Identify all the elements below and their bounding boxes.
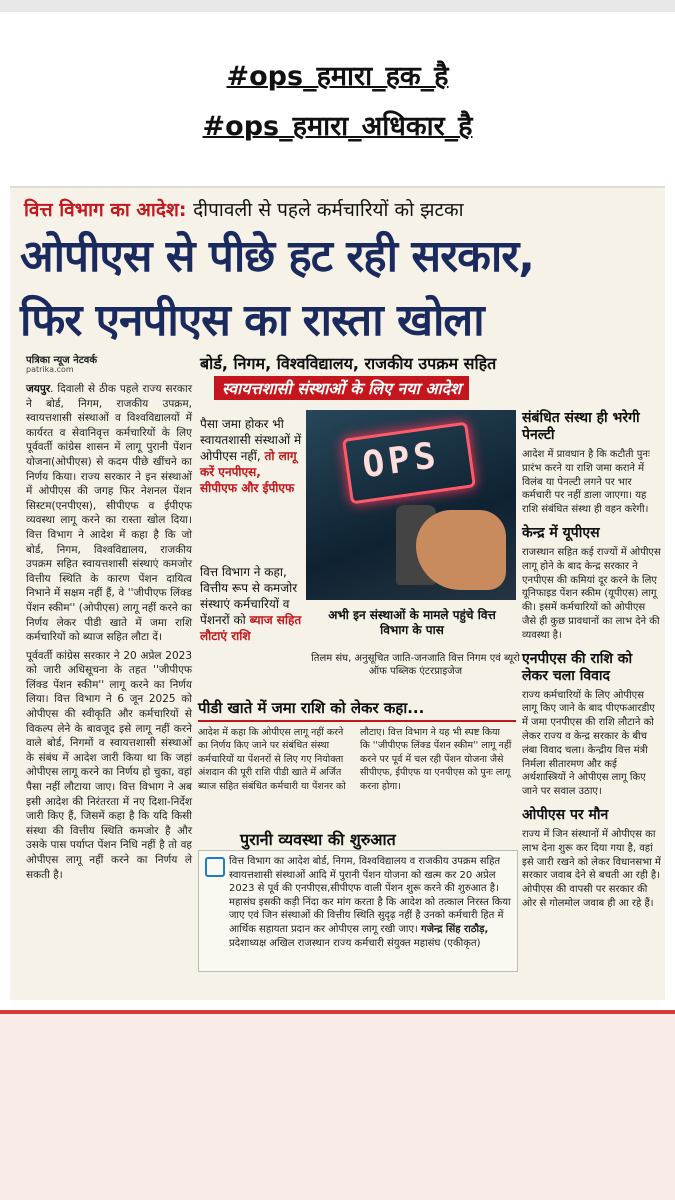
left-column (26, 382, 192, 886)
right-heading-4: ओपीएस पर मौन (522, 806, 609, 823)
callout-2-highlight: ब्याज सहित लौटाएं राशि (200, 613, 302, 643)
headline-line-1: ओपीएस से पीछे हट रही सरकार, (20, 231, 534, 282)
mid-heading: पीडी खाते में जमा राशि को लेकर कहा... (198, 698, 516, 722)
mid-col-b: लौटाए। वित्त विभाग ने यह भी स्पष्ट किया कि ''जीपीएफ लिंक्ड पेंशन स्कीम'' लागू नहीं करने पर पूर्व में चल रही पेंशन योजना जैसे सीपीएफ, ईपीएफ या एनपीएस को पुनः लागू करना होगा। (360, 727, 512, 792)
kicker-rest: दीपावली से पहले कर्मचारियों को झटका (193, 199, 464, 221)
newspaper-clipping (10, 186, 665, 1000)
left-para-1-text: . दिवाली से ठीक पहले राज्य सरकार ने बोर्ड, निगम, राजकीय उपक्रम, स्वायत्तशासी संस्थाओं व विश्वविद्यालयों में कार्यरत व सेवानिवृत्त कर्मचारियों के लिए पूर्ववर्ती कांग्रेस शासन में लागू पुरानी पेंशन योजना(ओपीएस) से कदम पीछे खींचने का निर्णय किया। राज्य सरकार ने इन संस्थाओं में ओपीएस की जगह फिर नेशनल पेंशन सिस्टम(एनपीएस), सीपीएफ व ईपीएफ व्यवस्था लागू करने का रास्ता खोल दिया। वित्त विभाग ने आदेश में कहा है कि जो बोर्ड, निगम, विश्वविद्यालय, राजकीय उपक्रम सहित स्वायत्तशासी संस्थाएं कमजोर वित्तीय स्थिति के कारण पेंशन दायित्व निभाने में सक्षम नहीं हैं, वे ''जीपीएफ लिंक्ड पेंशन स्कीम'' (ओपीएस) लागू नहीं करने का निर्णय लेकर पीडी खाते में जमा राशि कर्मचारियों को ब्याज सहित लौटा दें। (26, 383, 192, 644)
subhead-2: स्वायत्तशासी संस्थाओं के लिए नया आदेश (214, 376, 469, 400)
right-heading-2: केन्द्र में यूपीएस (522, 524, 600, 541)
callout-1-text: पैसा जमा होकर भी स्वायतशासी संस्थाओं में ओपीएस नहीं, (200, 417, 302, 463)
right-section-4 (522, 807, 662, 911)
right-section-2 (522, 525, 662, 643)
right-section-1 (522, 410, 662, 517)
ops-sign-text: OPS (360, 434, 443, 487)
photo-caption-2: तिलम संघ, अनुसूचित जाति-जनजाति वित्त निगम एवं ब्यूरो ऑफ पब्लिक एंटरप्राइजेज (311, 653, 520, 677)
dateline: जयपुर (26, 383, 51, 395)
quote-icon (205, 857, 225, 877)
ops-neon-sign (342, 422, 476, 505)
top-bar (0, 0, 675, 12)
kicker-label: वित्त विभाग का आदेश: (24, 199, 187, 221)
callout-2-text: वित्त विभाग ने कहा, वित्तीय रूप से कमजोर संस्थाएं कर्मचारियों व पेंशनरों को (200, 565, 298, 627)
headline-line-2: फिर एनपीएस का रास्ता खोला (20, 295, 484, 346)
callout-1-highlight: तो लागू करें एनपीएस, सीपीएफ और ईपीएफ (200, 449, 297, 495)
bottom-area (0, 1014, 675, 1200)
right-heading-3: एनपीएस की राशि को लेकर चला विवाद (522, 650, 633, 684)
right-para-4: राज्य में जिन संस्थानों में ओपीएस का लाभ देना शुरू कर दिया गया है, वहां इसे जारी रखने को लेकर विधानसभा में सरकार जवाब देने से बचती आ रही है। ओपीएस की वापसी पर सरकार की ओर से गोलमोल जवाब ही आ रहे हैं। (522, 828, 661, 909)
hand-shape (416, 510, 506, 590)
quote-body: वित्त विभाग का आदेश बोर्ड, निगम, विश्वविद्यालय व राजकीय उपक्रम सहित स्वायत्तशासी संस्थाओं आदि में पुरानी पेंशन योजना को खत्म कर 20 अप्रेल 2023 से पूर्व की एनपीएस,सीपीएफ वाली पेंशन शुरू करने की शुरुआत है। महासंघ इसकी कड़ी निंदा कर मांग करता है कि आदेश को तत्काल निरस्त किया जाए एवं जिन संस्थाओं की वित्तीय स्थिति सुदृढ़ नहीं है उनको कर्मचारी हित में आर्थिक सहायता प्रदान कर ओपीएस लागू रखी जाए। (229, 856, 511, 935)
photo-caption: अभी इन संस्थाओं के मामले पहुंचे वित्त विभाग के पास (328, 608, 496, 637)
box-heading: पुरानी व्यवस्था की शुरुआत (240, 830, 396, 849)
right-para-1: आदेश में प्रावधान है कि कटौती पुनः प्रारंभ करने या राशि जमा कराने में विलंब या पेनल्टी लगने पर भार कर्मचारी पर नहीं डाला जाएगा। यह राशि संबंधित संस्था ही वहन करेगी। (522, 449, 650, 516)
ops-photo (306, 410, 516, 600)
quote-text (229, 855, 511, 950)
byline-site: patrika.com (26, 365, 74, 374)
right-column (522, 410, 662, 919)
right-para-3: राज्य कर्मचारियों के लिए ओपीएस लागू किए जाने के बाद पीएफआरडीए में जमा एनपीएस की राशि लौटाने को लेकर राज्य व केन्द्र सरकार के बीच लंबा विवाद चला। केन्द्रीय वित्त मंत्री निर्मला सीतारमण और कई अर्थशास्त्रियों ने ओपीएस लागू किए जाने पर सवाल उठाए। (522, 689, 655, 798)
quote-signature: गजेन्द्र सिंह राठौड़, (420, 923, 489, 935)
article-kicker (24, 196, 464, 222)
subhead-1: बोर्ड, निगम, विश्वविद्यालय, राजकीय उपक्रम सहित (200, 354, 497, 373)
hashtag-caption (0, 52, 675, 152)
byline: पत्रिका न्यूज नेटवर्क (26, 355, 98, 366)
left-para-2: पूर्ववर्ती कांग्रेस सरकार ने 20 अप्रेल 2023 को जारी अधिसूचना के तहत ''जीपीएफ लिंक्ड पेंशन स्कीम'' लागू करने का निर्णय लिया। वित्त विभाग ने 6 जून 2025 को ओपीएस की स्वीकृति और कर्मचारियों से विकल्प लेने के बावजूद इसे लागू नहीं करने वाले बोर्ड, निगमों व स्वायत्तशासी संस्थाओं के संबंध में आदेश जारी किया था कि जहां ओपीएस लागू करने का निर्णय हो चुका, वहां पैसा नहीं लौटाया जाए। वित्त विभाग ने अब इसी आदेश की निरंतरता में नए दिशा-निर्देश जारी किए हैं, जिसमें कहा है कि यदि किसी संस्था की वित्तीय स्थिति कमजोर है और उसके पास पर्याप्त पेंशन निधि नहीं है तो वह ओपीएस लागू नहीं करने का निर्णय ले सकती है। (26, 649, 192, 881)
right-section-3 (522, 651, 662, 799)
quote-box (198, 850, 518, 972)
hashtag-line-2[interactable]: #ops_हमारा_अधिकार_है (202, 111, 473, 142)
mid-col-a: आदेश में कहा कि ओपीएस लागू नहीं करने का निर्णय किए जाने पर संबंधित संस्था कर्मचारियों या पेंशनरों से लिए गए नियोक्ता अंशदान की पूरी राशि पीडी खाते में अर्जित ब्याज सहित संबंधित कर्मचारी या पेंशनर को (198, 727, 346, 792)
quote-signature-rest: प्रदेशाध्यक्ष अखिल राजस्थान राज्य कर्मचारी संयुक्त महासंघ (एकीकृत) (229, 937, 481, 949)
hashtag-line-1[interactable]: #ops_हमारा_हक_है (226, 61, 449, 92)
callout-1 (200, 416, 302, 496)
left-para-1 (26, 382, 192, 645)
right-para-2: राजस्थान सहित कई राज्यों में ओपीएस लागू होने के बाद केन्द्र सरकार ने एनपीएस की कमियां दूर करने के लिए यूनिफाइड पेंशन स्कीम (यूपीएस) लागू की। इसमें कर्मचारियों को ओपीएस जैसे ही कुछ प्रावधानों का लाभ देने की व्यवस्था है। (522, 546, 661, 641)
right-heading-1: संबंधित संस्था ही भरेगी पेनल्टी (522, 410, 640, 443)
callout-2 (200, 564, 302, 644)
